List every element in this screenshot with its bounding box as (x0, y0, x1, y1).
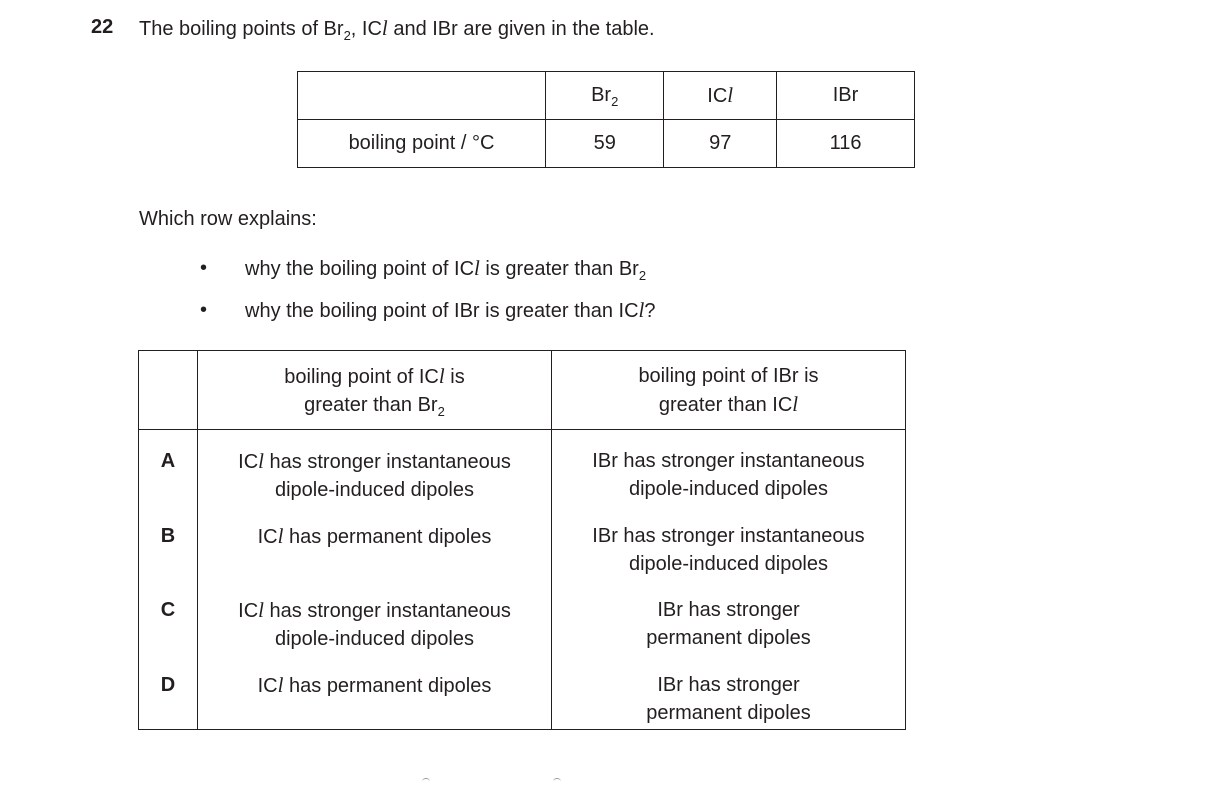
br2-value: 59 (546, 120, 664, 168)
bullet-text-1: why the boiling point of ICl is greater than $Br_2$ (245, 256, 647, 283)
ibr-value: 116 (777, 120, 915, 168)
question-number: 22 (91, 16, 114, 38)
option-row-c[interactable] (139, 578, 906, 653)
page-edge-mark (553, 778, 561, 785)
bullet-text-2: why the boiling point of IBr is greater than ICl? (245, 298, 656, 322)
icl-value: 97 (664, 120, 777, 168)
table-header-row (298, 72, 915, 120)
prompt-text: Which row explains: (139, 208, 317, 230)
option-row-b[interactable] (139, 504, 906, 578)
option-row-d[interactable] (139, 653, 906, 730)
page-edge-mark (422, 778, 430, 785)
col2-header: boiling point of IBr is greater than ICl (552, 351, 906, 430)
col1-header: boiling point of ICl is greater than $Br_2$ (198, 351, 552, 430)
bullet-icon: • (200, 299, 208, 321)
option-col1: ICl has stronger instantaneous dipole-induced dipoles (198, 430, 552, 505)
option-letter: C (139, 578, 198, 653)
ibr-header: IBr (777, 72, 915, 120)
option-col1: ICl has stronger instantaneous dipole-induced dipoles (198, 578, 552, 653)
question-stem: The boiling points of $Br_2$, ICl and IBr are given in the table. (139, 16, 655, 43)
boiling-point-label: boiling point / °C (298, 120, 546, 168)
option-col2: IBr has stronger instantaneous dipole-induced dipoles (552, 430, 906, 505)
icl-header: ICl (664, 72, 777, 120)
br2-header: $Br_2$ (546, 72, 664, 120)
boiling-point-table (297, 71, 915, 168)
table-row (298, 120, 915, 168)
option-col1: ICl has permanent dipoles (198, 653, 552, 730)
option-col1: ICl has permanent dipoles (198, 504, 552, 578)
empty-header-cell (298, 72, 546, 120)
option-row-a[interactable] (139, 430, 906, 505)
answer-table (138, 350, 906, 730)
answer-header-row (139, 351, 906, 430)
option-letter: D (139, 653, 198, 730)
empty-header-cell (139, 351, 198, 430)
option-letter: A (139, 430, 198, 505)
option-col2: IBr has stronger instantaneous dipole-induced dipoles (552, 504, 906, 578)
bullet-icon: • (200, 257, 208, 279)
option-letter: B (139, 504, 198, 578)
option-col2: IBr has stronger permanent dipoles (552, 578, 906, 653)
option-col2: IBr has stronger permanent dipoles (552, 653, 906, 730)
